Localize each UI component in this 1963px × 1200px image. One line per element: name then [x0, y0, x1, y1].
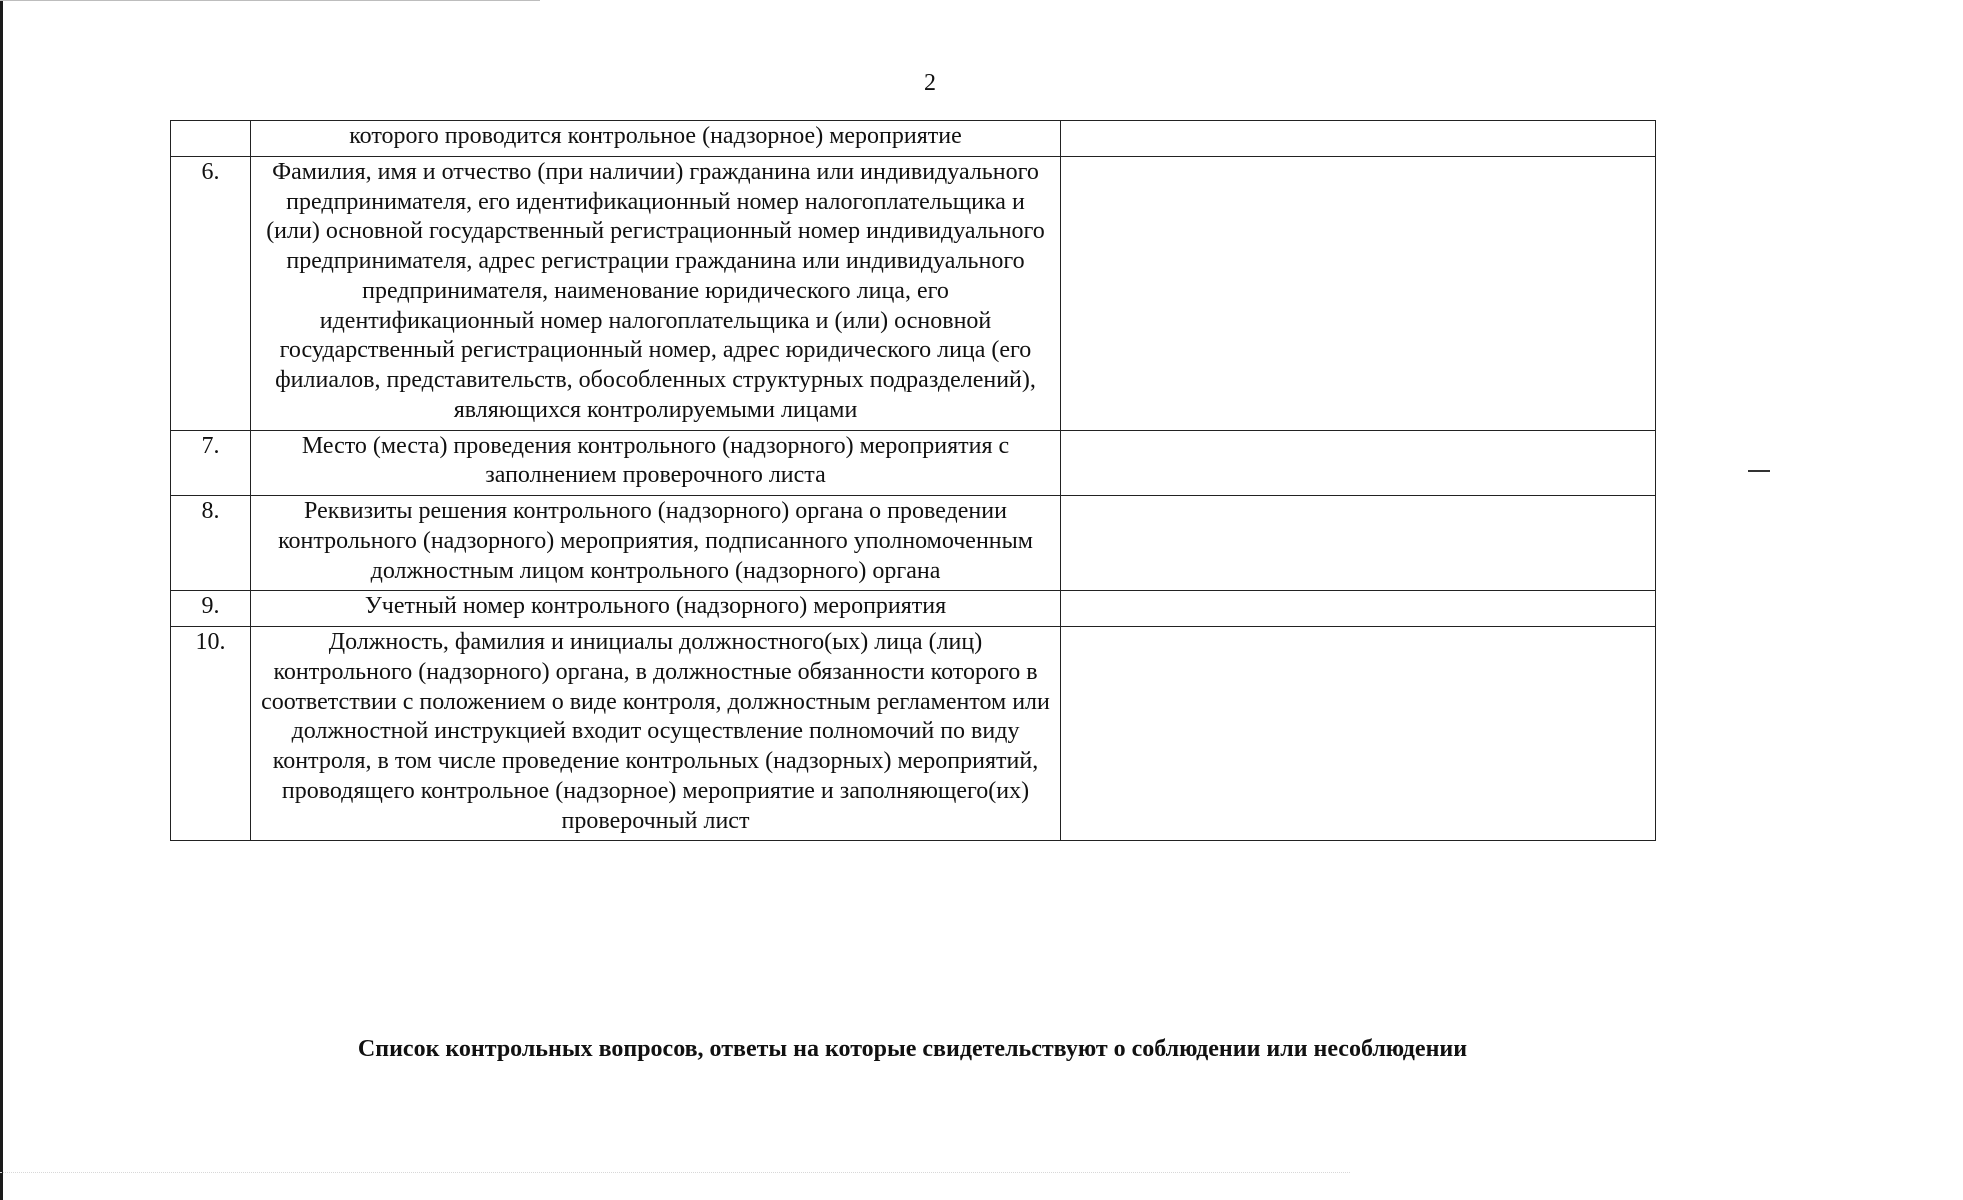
row-description: Должность, фамилия и инициалы должностного(ых) лица (лиц) контрольного (надзорного) органа, в должностные обязанности которого в соответствии с положением о виде контроля, должностным регламентом или должностной инструкцией входит осуществление полномочий по виду контроля, в том числе проведение контрольных (надзорных) мероприятий, проводящего контрольное (надзорное) мероприятие и заполняющего(их) проверочный лист	[251, 627, 1061, 841]
scan-left-edge	[0, 0, 3, 1200]
row-value	[1061, 121, 1656, 157]
row-value	[1061, 156, 1656, 430]
table-row	[171, 496, 1656, 591]
row-description: Реквизиты решения контрольного (надзорного) органа о проведении контрольного (надзорного) мероприятия, подписанного уполномоченным должностным лицом контрольного (надзорного) органа	[251, 496, 1061, 591]
row-number	[171, 121, 251, 157]
row-number: 9.	[171, 591, 251, 627]
row-number: 10.	[171, 627, 251, 841]
row-description: которого проводится контрольное (надзорное) мероприятие	[251, 121, 1061, 157]
row-description: Место (места) проведения контрольного (надзорного) мероприятия с заполнением проверочного листа	[251, 430, 1061, 496]
page-number: 2	[924, 70, 936, 96]
checklist-table	[170, 120, 1656, 841]
table-row	[171, 591, 1656, 627]
table-row	[171, 156, 1656, 430]
row-number: 7.	[171, 430, 251, 496]
table-row	[171, 430, 1656, 496]
scan-top-edge	[0, 0, 540, 1]
row-number: 6.	[171, 156, 251, 430]
row-description: Учетный номер контрольного (надзорного) мероприятия	[251, 591, 1061, 627]
row-number: 8.	[171, 496, 251, 591]
margin-dash-mark	[1748, 470, 1770, 472]
table-row	[171, 121, 1656, 157]
scan-bottom-artifact	[0, 1172, 1350, 1174]
checklist-questions-heading: Список контрольных вопросов, ответы на которые свидетельствуют о соблюдении или несоблюдении	[357, 1036, 1468, 1062]
row-value	[1061, 591, 1656, 627]
row-description: Фамилия, имя и отчество (при наличии) гражданина или индивидуального предпринимателя, его идентификационный номер налогоплательщика и (или) основной государственный регистрационный номер индивидуального предпринимателя, адрес регистрации гражданина или индивидуального предпринимателя, наименование юридического лица, его идентификационный номер налогоплательщика и (или) основной государственный регистрационный номер, адрес юридического лица (его филиалов, представительств, обособленных структурных подразделений), являющихся контролируемыми лицами	[251, 156, 1061, 430]
row-value	[1061, 430, 1656, 496]
row-value	[1061, 496, 1656, 591]
table-row	[171, 627, 1656, 841]
row-value	[1061, 627, 1656, 841]
